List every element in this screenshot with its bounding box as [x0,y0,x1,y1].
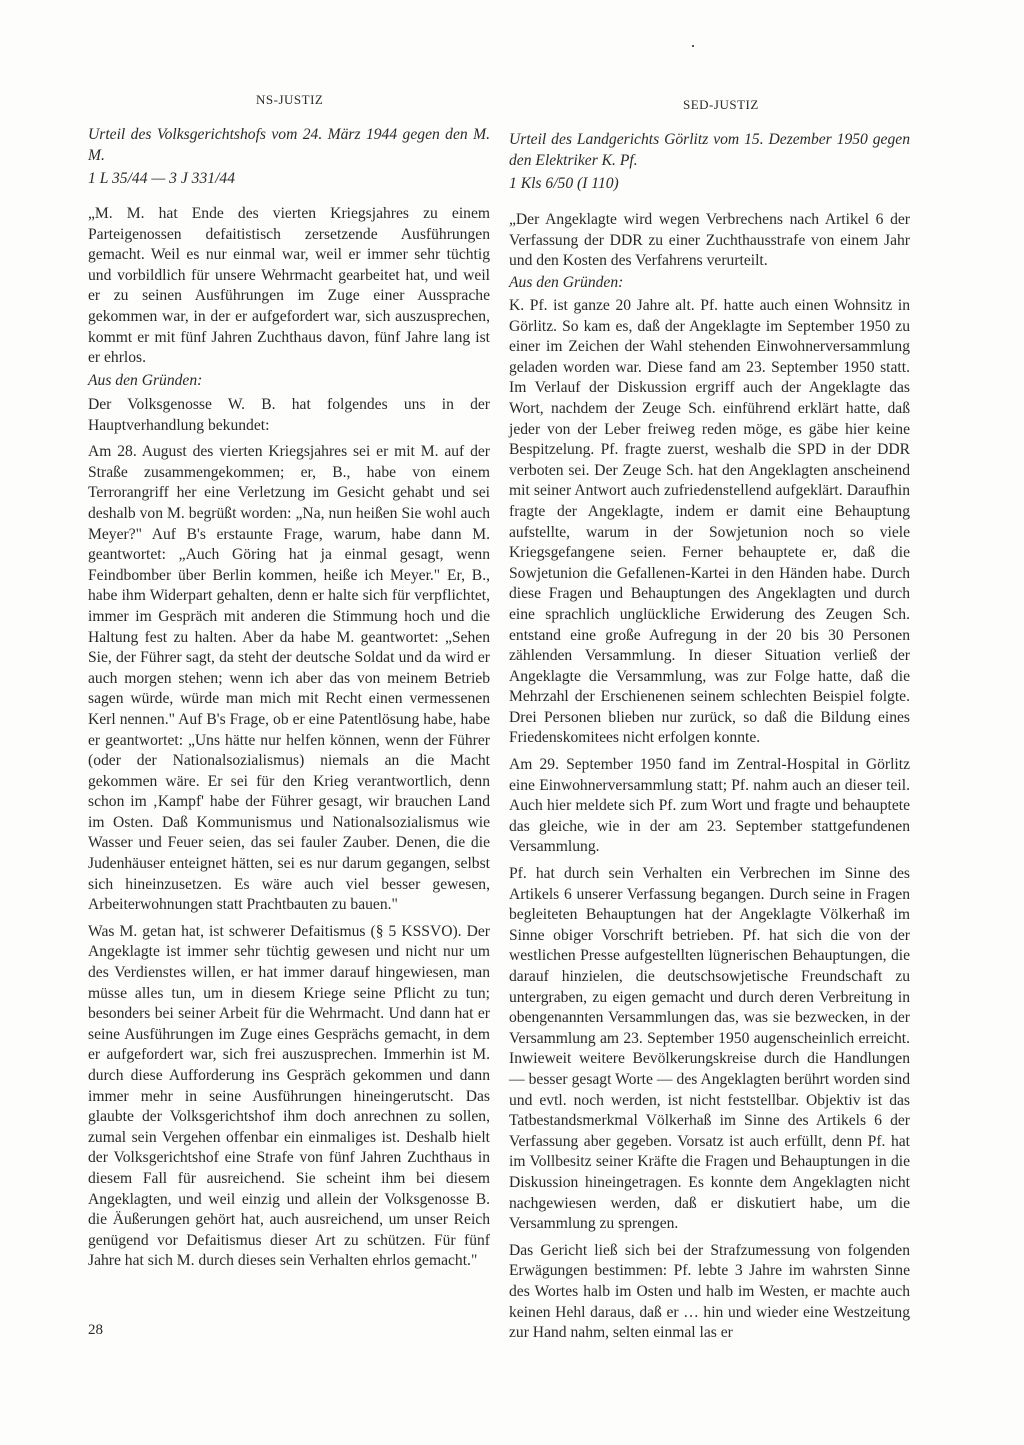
verdict-summary: „Der Angeklagte wird wegen Verbrechens nach Artikel 6 der Verfassung der DDR zu einer Zuchthausstrafe von einem Jahr und den Kosten des Verfahrens verurteilt. [509,211,910,270]
paragraph: Am 29. September 1950 fand im Zentral-Hospital in Görlitz eine Einwohnerversammlung statt; Pf. nahm auch an dieser teil. Auch hier meldete sich Pf. zum Wort und fragte und behauptete das gleiche, wie in der am 23. September stattgefundenen Versammlung. [509,756,910,856]
scan-speck [692,45,694,47]
judgment-title: Urteil des Volksgerichtshofs vom 24. März 1944 gegen den M. M. [88,126,490,164]
paragraph: Pf. hat durch sein Verhalten ein Verbrechen im Sinne des Artikels 6 unserer Verfassung begangen. Durch seine in Fragen begleiteten Behauptungen hat der Angeklagte Völkerhaß im Sinne obiger Vorschrift betrieben. Pf. hat sich die von der westlichen Presse aufgestellten lügnerischen Behauptungen, die darauf hinzielen, die deutschsowjetische Freundschaft zu untergraben, zu eigen gemacht und durch deren Verbreitung in obengenannten Versammlungen das, was sie bezwecken, in der Versammlung am 23. September 1950 augenscheinlich erreicht. Inwieweit weitere Bevölkerungskreise durch die Handlungen — besser gesagt Worte — des Angeklagten berührt worden sind und evtl. noch werden, ist nicht feststellbar. Objektiv ist das Tatbestandsmerkmal Völkerhaß im Sinne des Artikels 6 der Verfassung aber gegeben. Vorsatz ist auch erfüllt, denn Pf. hat im Vollbesitz seiner Kräfte die Fragen und Behauptungen in die Diskussion hineingetragen. Es konnte dem Angeklagten nicht nachgewiesen werden, daß er diskutiert habe, um die Versammlung zu sprengen. [509,865,910,1233]
column-header: NS-JUSTIZ [256,92,324,107]
paragraph: Der Volksgenosse W. B. hat folgendes uns in der Hauptverhandlung bekundet: [88,396,490,434]
reasons-body [509,296,910,1350]
verdict-summary: „M. M. hat Ende des vierten Kriegsjahres zu einem Parteigenossen defaitistisch zersetzende Ausführungen gemacht. Weil es nur einmal war, weil er immer sehr tüchtig und vorbildlich für unsere Wehrmacht gearbeitet hat, und weil er zu seinen Ausführungen im Zuge einer Aussprache gekommen war, in der er aufgefordert war, sich auszusprechen, kommt er mit fünf Jahren Zuchthaus davon, fünf Jahre lang ist er ehrlos. [88,205,490,367]
reasons-heading: Aus den Gründen: [509,274,624,291]
paragraph: K. Pf. ist ganze 20 Jahre alt. Pf. hatte auch einen Wohnsitz in Görlitz. So kam es, daß der Angeklagte im September 1950 zu einer im Zeichen der Wahl stehenden Einwohnerversammlung geladen worden war. Diese fand am 23. September 1950 statt. Im Verlauf der Diskussion ergriff auch der Angeklagte das Wort, nachdem der Zeuge Sch. einführend erklärt hatte, daß jeder von der Leber freiweg reden möge, es gäbe hier keine Bespitzelung. Pf. fragte zuerst, weshalb die SPD in der DDR verboten sei. Der Zeuge Sch. hat den Angeklagten anscheinend mit seiner Antwort auch zufriedenstellend aufgeklärt. Daraufhin fragte der Angeklagte, indem er damit eine Behauptung aufstellte, warum in der Sowjetunion noch so viele Kriegsgefangene seien. Ferner behauptete er, daß die Sowjetunion die Gefallenen-Kartei in den Händen habe. Durch diese Fragen und Behauptungen des Angeklagten und durch eine sprachlich unglückliche Erwiderung des Zeugen Sch. entstand eine große Aufregung in der 20 bis 30 Personen zählenden Versammlung. In dieser Situation verließ der Angeklagte die Versammlung, was zur Folge hatte, daß die Mehrzahl der Erschienenen seinem schlechten Beispiel folgte. Drei Personen blieben nur zurück, so daß die Bildung eines Friedenskomitees nicht erfolgen konnte. [509,297,910,747]
reasons-body [88,395,490,1278]
column-header: SED-JUSTIZ [683,97,759,112]
judgment-title: Urteil des Landgerichts Görlitz vom 15. Dezember 1950 gegen den Elektriker K. Pf. [509,131,910,169]
page-number: 28 [88,1322,103,1338]
case-reference: 1 L 35/44 — 3 J 331/44 [88,170,235,187]
reasons-heading: Aus den Gründen: [88,372,203,389]
case-reference: 1 Kls 6/50 (I 110) [509,175,619,192]
paragraph: Was M. getan hat, ist schwerer Defaitismus (§ 5 KSSVO). Der Angeklagte ist immer sehr tüchtig gewesen und nicht nur um des Verdienstes willen, er hat immer darauf hingewiesen, man müsse alles tun, um in diesem Kriege seine Pflicht zu tun; besonders bei seiner Arbeit für die Wehrmacht. Und dann hat er seine Ausführungen im Zuge eines Gesprächs gemacht, in dem er aufgefordert war, sich frei auszusprechen. Immerhin ist M. durch diese Aufforderung ins Gespräch gekommen und dann immer mehr in seine Ausführungen hineingerutscht. Das glaubte der Volksgerichtshof ihm doch anrechnen zu sollen, zumal sein Vergehen offenbar ein einmaliges ist. Deshalb hielt der Volksgerichtshof eine Strafe von fünf Jahren Zuchthaus in diesem Fall für ausreichend. Sie scheint ihm bei diesem Angeklagten, und weil einzig und allein der Volksgenosse B. die Äußerungen gehört hat, auch ausreichend, um unser Reich genügend vor Defaitismus dieser Art zu schützen. Für fünf Jahre hat sich M. durch dieses sein Verhalten ehrlos gemacht." [88,922,490,1270]
paragraph: Am 28. August des vierten Kriegsjahres sei er mit M. auf der Straße zusammengekommen; er, B., habe von einem Terrorangriff her eine Verletzung im Gesicht gehabt und sei deshalb von M. begrüßt worden: „Na, nun heißen Sie wohl auch Meyer?" Auf B's erstaunte Frage, warum, habe dann M. geantwortet: „Auch Göring hat ja einmal gesagt, wenn Feindbomber über Berlin kommen, heiße ich Meyer." Er, B., habe ihm Widerpart gehalten, denn er halte sich für verpflichtet, immer im Gespräch mit anderen die Stimmung hoch und die Haltung fest zu halten. Aber da habe M. geantwortet: „Sehen Sie, der Führer sagt, da steht der deutsche Soldat und da wird er auch morgen stehen; wenn ich aber das von meinem Betrieb sagen würde, würde man mich mit Recht einen vermessenen Kerl nennen." Auf B's Frage, ob er eine Patentlösung habe, habe er geantwortet: „Uns hätte nur helfen können, wenn der Führer (oder der Nationalsozialismus) niemals an die Macht gekommen wäre. Er sei für den Krieg verantwortlich, denn schon im ‚Kampf' habe der Führer gesagt, wir brauchen Land im Osten. Daß Kommunismus und Nationalsozialismus wie Wasser und Feuer seien, das sei fauler Zauber. Denen, die die Judenhäuser enteignet hätten, sei es nur darum gegangen, selbst sich hineinzusetzen. Es wäre auch viel besser gewesen, Arbeiterwohnungen statt Prachtbauten zu bauen." [88,443,490,914]
paragraph: Das Gericht ließ sich bei der Strafzumessung von folgenden Erwägungen bestimmen: Pf. lebte 3 Jahre im wahrsten Sinne des Wortes halb im Osten und halb im Westen, er machte auch keinen Hehl daraus, daß er … hin und wieder eine Westzeitung zur Hand nahm, selten einmal las er [509,1241,910,1342]
